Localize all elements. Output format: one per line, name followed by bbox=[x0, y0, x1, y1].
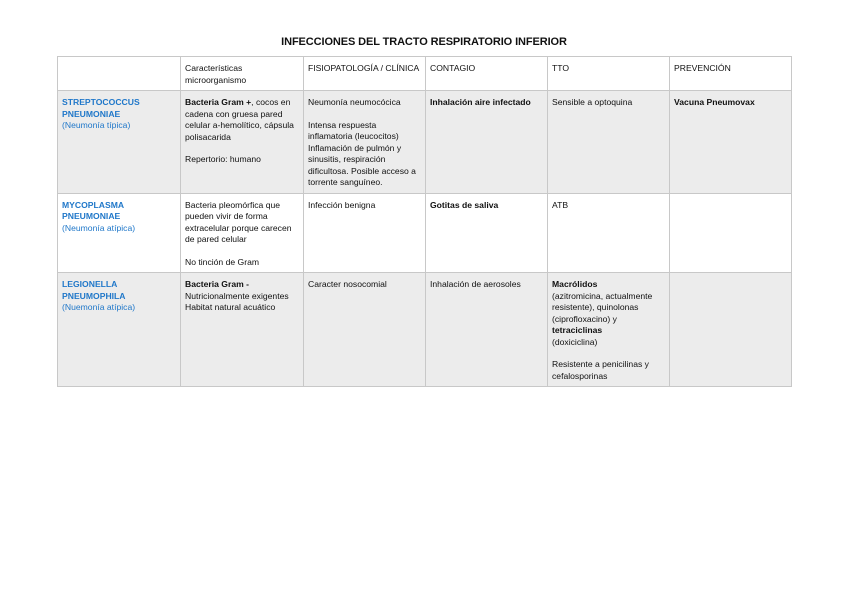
caracteristicas-text: , cocos en cadena con gruesa pared celular a-hemolítico, cápsula polisacarida bbox=[185, 97, 294, 142]
header-empty bbox=[58, 57, 181, 91]
table-header-row bbox=[58, 57, 792, 91]
header-tto: TTO bbox=[548, 57, 670, 91]
prevencion-cell: Vacuna Pneumovax bbox=[670, 91, 792, 194]
tto-text-3: Resistente a penicilinas y cefalosporinas bbox=[552, 359, 649, 381]
organism-subtitle: (Neumonía típica) bbox=[62, 120, 131, 130]
caracteristicas-bold: Bacteria Gram - bbox=[185, 279, 250, 289]
document-title: INFECCIONES DEL TRACTO RESPIRATORIO INFERIOR bbox=[281, 36, 567, 48]
header-contagio: CONTAGIO bbox=[426, 57, 548, 91]
caracteristicas-extra: No tinción de Gram bbox=[185, 256, 260, 267]
organism-subtitle: (Neumonía atípica) bbox=[62, 222, 136, 233]
contagio-cell: Inhalación aire infectado bbox=[426, 91, 548, 194]
tto-bold-2: tetraciclinas bbox=[552, 325, 603, 335]
tto-cell: Sensible a optoquina bbox=[548, 91, 670, 194]
organism-subtitle: (Nuemonía atípica) bbox=[62, 302, 136, 312]
header-caracteristicas: Características microorganismo bbox=[181, 57, 304, 91]
caracteristicas-cell bbox=[181, 91, 304, 194]
row-name-cell bbox=[58, 273, 181, 387]
row-name-cell bbox=[58, 91, 181, 194]
fisiopatologia-cell: Caracter nosocomial bbox=[304, 273, 426, 387]
prevencion-cell bbox=[670, 193, 792, 273]
caracteristicas-extra: Repertorio: humano bbox=[185, 154, 261, 164]
fisio-text-1: Neumonía neumocócica bbox=[308, 97, 401, 107]
organism-name: MYCOPLASMA PNEUMONIAE bbox=[62, 199, 124, 221]
caracteristicas-cell bbox=[181, 193, 304, 273]
tto-cell: ATB bbox=[548, 193, 670, 273]
caracteristicas-text: Bacteria pleomórfica que pueden vivir de forma extracelular porque carecen de pared celular bbox=[185, 199, 292, 244]
prevencion-cell bbox=[670, 273, 792, 387]
table-row bbox=[58, 273, 792, 387]
caracteristicas-bold: Bacteria Gram + bbox=[185, 97, 252, 107]
organism-name: STREPTOCOCCUS PNEUMONIAE bbox=[62, 97, 140, 119]
tto-cell bbox=[548, 273, 670, 387]
header-fisiopatologia: FISIOPATOLOGÍA / CLÍNICA bbox=[304, 57, 426, 91]
infections-table bbox=[57, 56, 792, 387]
fisiopatologia-cell: Infección benigna bbox=[304, 193, 426, 273]
tto-text-2: (doxiciclina) bbox=[552, 336, 598, 347]
caracteristicas-cell bbox=[181, 273, 304, 387]
tto-text-1: (azitromicina, actualmente resistente), quinolonas (ciprofloxacino) y bbox=[552, 290, 653, 324]
table-row bbox=[58, 193, 792, 273]
table-row bbox=[58, 91, 792, 194]
organism-name: LEGIONELLA PNEUMOPHILA bbox=[62, 279, 126, 301]
fisiopatologia-cell bbox=[304, 91, 426, 194]
tto-bold: Macrólidos bbox=[552, 279, 598, 289]
header-prevencion: PREVENCIÓN bbox=[670, 57, 792, 91]
contagio-cell: Inhalación de aerosoles bbox=[426, 273, 548, 387]
row-name-cell bbox=[58, 193, 181, 273]
caracteristicas-text: Nutricionalmente exigentes Habitat natural acuático bbox=[185, 290, 289, 312]
fisio-text-2: Intensa respuesta inflamatoria (leucocitos) Inflamación de pulmón y sinusitis, respiración dificultosa. Posible acceso a torrente sanguíneo. bbox=[308, 119, 416, 187]
contagio-cell: Gotitas de saliva bbox=[426, 193, 548, 273]
